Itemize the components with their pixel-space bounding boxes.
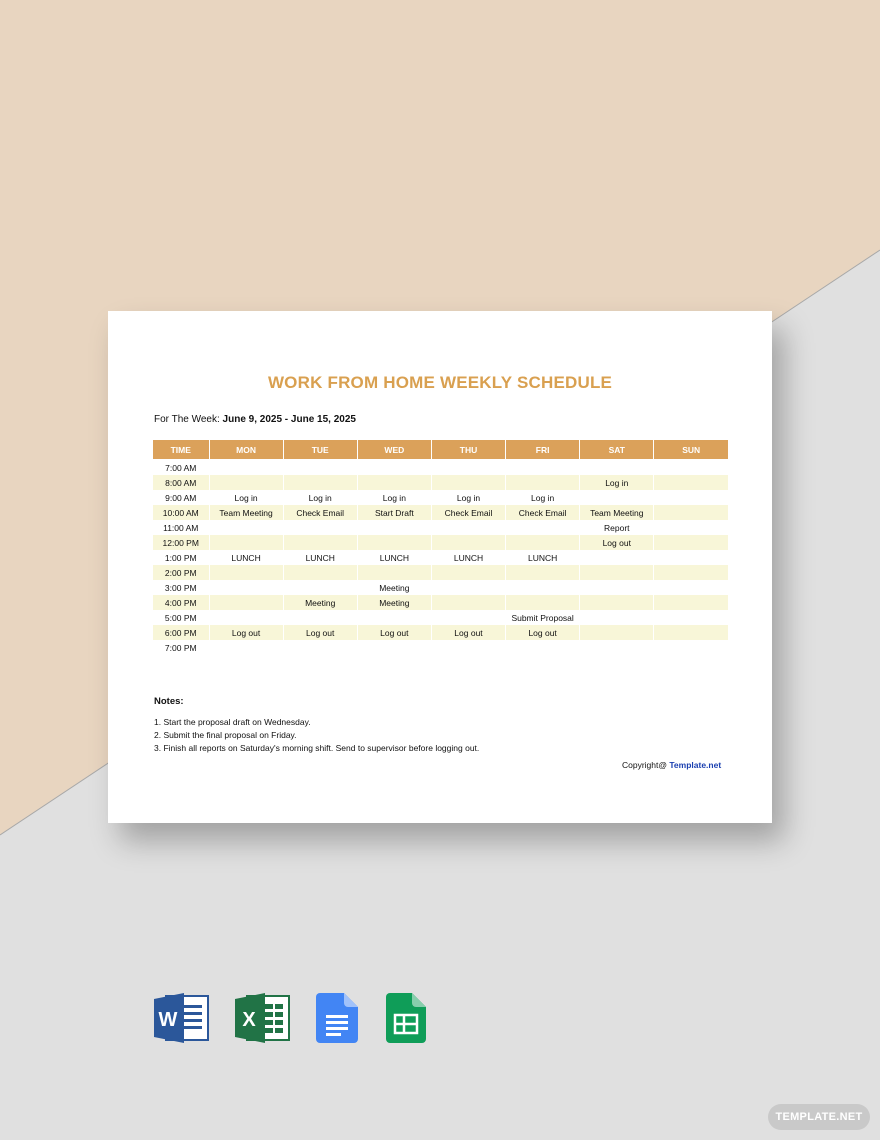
schedule-cell <box>580 565 654 580</box>
time-cell: 4:00 PM <box>153 595 209 610</box>
table-row <box>153 459 728 475</box>
schedule-cell: Submit Proposal <box>506 610 580 625</box>
schedule-cell <box>283 640 357 655</box>
schedule-cell <box>580 580 654 595</box>
schedule-cell <box>431 565 505 580</box>
schedule-cell <box>506 475 580 490</box>
table-row <box>153 595 728 610</box>
note-item: 1. Start the proposal draft on Wednesday. <box>154 717 311 727</box>
schedule-cell: Log in <box>283 490 357 505</box>
schedule-cell <box>506 520 580 535</box>
schedule-cell <box>357 475 431 490</box>
header-tue: TUE <box>283 440 357 459</box>
schedule-cell <box>209 640 283 655</box>
week-range: June 9, 2025 - June 15, 2025 <box>222 414 356 425</box>
schedule-cell <box>283 565 357 580</box>
schedule-cell <box>357 610 431 625</box>
schedule-cell <box>283 610 357 625</box>
schedule-cell <box>431 475 505 490</box>
time-cell: 7:00 AM <box>153 459 209 475</box>
schedule-cell <box>283 520 357 535</box>
schedule-cell: Log in <box>506 490 580 505</box>
time-cell: 2:00 PM <box>153 565 209 580</box>
time-cell: 6:00 PM <box>153 625 209 640</box>
time-cell: 1:00 PM <box>153 550 209 565</box>
schedule-cell: LUNCH <box>283 550 357 565</box>
excel-icon[interactable] <box>235 993 291 1043</box>
table-row <box>153 625 728 640</box>
schedule-cell: Log out <box>431 625 505 640</box>
word-icon-letter: W <box>158 1009 178 1031</box>
header-fri: FRI <box>506 440 580 459</box>
time-cell: 3:00 PM <box>153 580 209 595</box>
table-row <box>153 610 728 625</box>
schedule-cell <box>580 490 654 505</box>
schedule-cell <box>506 595 580 610</box>
schedule-cell <box>506 535 580 550</box>
schedule-cell <box>654 550 728 565</box>
notes-heading: Notes: <box>154 696 184 707</box>
schedule-cell: Log out <box>580 535 654 550</box>
schedule-cell: Log out <box>283 625 357 640</box>
schedule-cell <box>654 505 728 520</box>
header-sat: SAT <box>580 440 654 459</box>
schedule-cell <box>283 580 357 595</box>
table-row <box>153 520 728 535</box>
schedule-cell <box>506 640 580 655</box>
schedule-cell: Meeting <box>357 595 431 610</box>
schedule-cell <box>580 595 654 610</box>
table-row <box>153 490 728 505</box>
schedule-document <box>108 311 772 823</box>
schedule-cell <box>654 595 728 610</box>
table-row <box>153 640 728 655</box>
schedule-body <box>153 459 728 655</box>
schedule-cell: Log in <box>357 490 431 505</box>
schedule-cell <box>654 625 728 640</box>
table-row <box>153 535 728 550</box>
schedule-cell: LUNCH <box>506 550 580 565</box>
time-cell: 12:00 PM <box>153 535 209 550</box>
schedule-cell <box>654 459 728 475</box>
table-row <box>153 550 728 565</box>
time-cell: 11:00 AM <box>153 520 209 535</box>
schedule-cell <box>654 610 728 625</box>
header-thu: THU <box>431 440 505 459</box>
header-wed: WED <box>357 440 431 459</box>
schedule-cell: Check Email <box>283 505 357 520</box>
schedule-cell <box>283 459 357 475</box>
schedule-cell: Log out <box>506 625 580 640</box>
schedule-cell <box>209 565 283 580</box>
schedule-cell: Log out <box>209 625 283 640</box>
time-cell: 7:00 PM <box>153 640 209 655</box>
schedule-cell: Check Email <box>506 505 580 520</box>
copyright <box>622 760 721 770</box>
copyright-prefix: Copyright@ <box>622 760 670 770</box>
schedule-cell <box>431 595 505 610</box>
google-docs-icon[interactable] <box>316 993 358 1043</box>
schedule-cell <box>283 535 357 550</box>
schedule-cell <box>209 520 283 535</box>
schedule-cell <box>431 535 505 550</box>
copyright-link[interactable]: Template.net <box>669 760 722 770</box>
schedule-cell <box>580 550 654 565</box>
schedule-cell: Log out <box>357 625 431 640</box>
schedule-cell <box>654 535 728 550</box>
schedule-cell: LUNCH <box>431 550 505 565</box>
week-line <box>154 414 356 425</box>
time-cell: 10:00 AM <box>153 505 209 520</box>
schedule-cell: Meeting <box>357 580 431 595</box>
table-row <box>153 505 728 520</box>
header-row <box>153 440 728 459</box>
schedule-cell <box>506 580 580 595</box>
schedule-cell: Team Meeting <box>209 505 283 520</box>
schedule-cell <box>209 610 283 625</box>
schedule-cell <box>357 520 431 535</box>
template-net-badge[interactable]: TEMPLATE.NET <box>768 1104 870 1130</box>
schedule-cell: LUNCH <box>209 550 283 565</box>
schedule-cell <box>209 459 283 475</box>
document-title: WORK FROM HOME WEEKLY SCHEDULE <box>267 373 613 392</box>
time-cell: 5:00 PM <box>153 610 209 625</box>
schedule-cell <box>431 640 505 655</box>
notes-list <box>154 716 479 755</box>
schedule-cell: Log in <box>209 490 283 505</box>
schedule-cell <box>431 610 505 625</box>
schedule-table <box>153 440 728 655</box>
schedule-cell: Team Meeting <box>580 505 654 520</box>
schedule-cell <box>580 610 654 625</box>
schedule-cell <box>431 459 505 475</box>
schedule-cell <box>357 459 431 475</box>
schedule-cell: Report <box>580 520 654 535</box>
schedule-cell <box>654 580 728 595</box>
header-mon: MON <box>209 440 283 459</box>
schedule-cell <box>506 565 580 580</box>
schedule-cell <box>580 625 654 640</box>
schedule-cell <box>209 475 283 490</box>
schedule-cell: LUNCH <box>357 550 431 565</box>
excel-icon-letter: X <box>242 1009 256 1031</box>
schedule-cell: Check Email <box>431 505 505 520</box>
word-icon[interactable] <box>154 993 210 1043</box>
schedule-cell <box>654 490 728 505</box>
time-cell: 8:00 AM <box>153 475 209 490</box>
schedule-cell <box>209 535 283 550</box>
google-sheets-icon[interactable] <box>386 993 426 1043</box>
schedule-cell <box>580 459 654 475</box>
table-row <box>153 580 728 595</box>
schedule-cell: Log in <box>580 475 654 490</box>
schedule-cell <box>654 565 728 580</box>
schedule-cell <box>654 640 728 655</box>
time-cell: 9:00 AM <box>153 490 209 505</box>
schedule-cell <box>357 640 431 655</box>
schedule-cell <box>209 580 283 595</box>
note-item: 3. Finish all reports on Saturday's morning shift. Send to supervisor before logging out. <box>154 743 480 753</box>
schedule-cell <box>209 595 283 610</box>
schedule-cell <box>654 520 728 535</box>
schedule-cell: Start Draft <box>357 505 431 520</box>
header-sun: SUN <box>654 440 728 459</box>
schedule-cell <box>580 640 654 655</box>
schedule-cell <box>357 565 431 580</box>
schedule-cell <box>654 475 728 490</box>
table-row <box>153 475 728 490</box>
schedule-cell <box>283 475 357 490</box>
schedule-cell <box>506 459 580 475</box>
schedule-cell <box>431 580 505 595</box>
schedule-cell <box>431 520 505 535</box>
week-label: For The Week: <box>154 414 223 425</box>
schedule-cell: Meeting <box>283 595 357 610</box>
table-row <box>153 565 728 580</box>
schedule-cell <box>357 535 431 550</box>
header-time: TIME <box>153 440 209 459</box>
schedule-cell: Log in <box>431 490 505 505</box>
note-item: 2. Submit the final proposal on Friday. <box>154 730 297 740</box>
